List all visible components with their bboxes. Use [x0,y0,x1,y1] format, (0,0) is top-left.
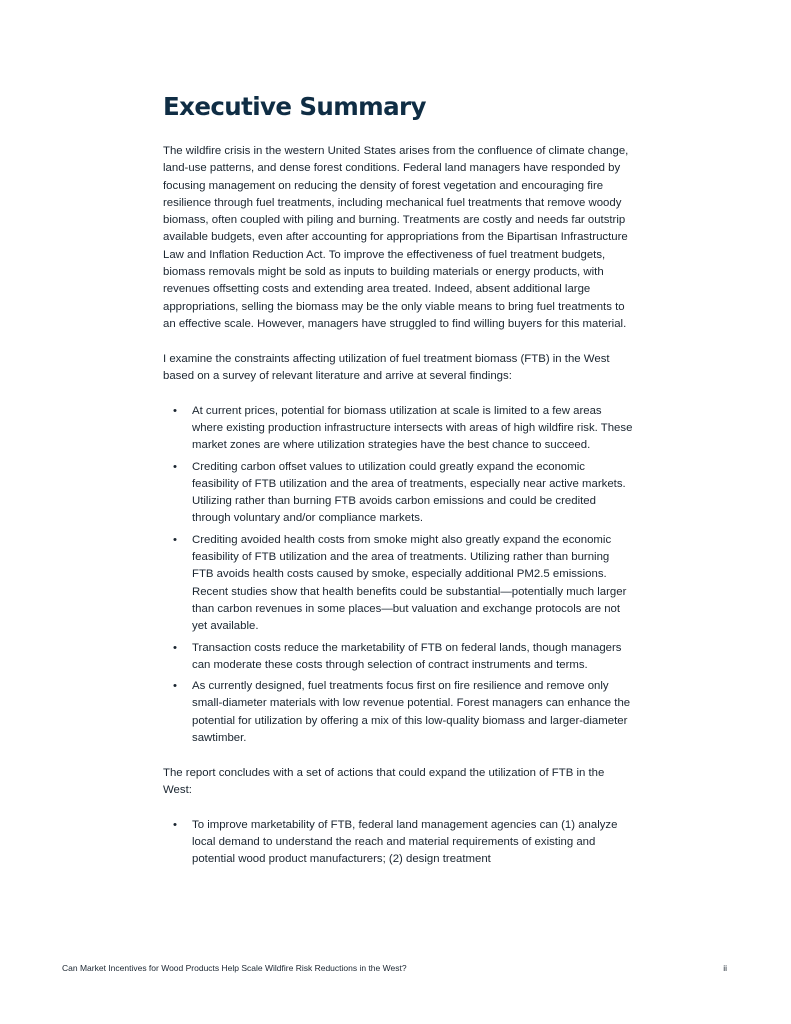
actions-list [163,817,633,869]
document-body [163,143,633,873]
list-item: • Crediting avoided health costs from smoke might also greatly expand the economic feasibility of FTB utilization and the area of treatments. Utilizing rather than burning FTB avoids health costs caused by smoke, especially additional PM2.5 emissions. Recent studies show that health benefits could be substantial—potentially much larger than carbon revenues in some places—but valuation and exchange protocols are not yet available. [192,532,633,636]
page-number: ii [723,963,727,973]
list-item: • As currently designed, fuel treatments focus first on fire resilience and remove only small-diameter materials with low revenue potential. Forest managers can enhance the potential for utilization by offering a mix of this low-quality biomass and larger-diameter sawtimber. [192,678,633,747]
findings-list [163,403,633,748]
actions-lead-paragraph: The report concludes with a set of actions that could expand the utilization of FTB in the West: [163,766,605,796]
page-title: Executive Summary [163,92,426,121]
intro-paragraph: The wildfire crisis in the western United States arises from the confluence of climate change, land-use patterns, and dense forest conditions. Federal land managers have responded by focusing management on reducing the density of forest vegetation and encouraging fire resilience through fuel treatments, including mechanical fuel treatments that remove woody biomass, often coupled with piling and burning. Treatments are costly and needs far outstrip available budgets, even after accounting for appropriations from the Bipartisan Infrastructure Law and Inflation Reduction Act. To improve the effectiveness of fuel treatment budgets, biomass removals might be sold as inputs to building materials or energy products, with revenues offsetting costs and extending area treated. Indeed, absent additional large appropriations, selling the biomass may be the only viable means to bring fuel treatments to an effective scale. However, managers have struggled to find willing buyers for this material. [163,145,629,330]
list-item: • At current prices, potential for biomass utilization at scale is limited to a few areas where existing production infrastructure intersects with areas of high wildfire risk. These market zones are where utilization strategies have the best chance to succeed. [192,403,633,455]
footer-report-title: Can Market Incentives for Wood Products Help Scale Wildfire Risk Reductions in the West? [62,963,407,973]
list-item: • Crediting carbon offset values to utilization could greatly expand the economic feasibility of FTB utilization and the area of treatments, especially near active markets. Utilizing rather than burning FTB avoids carbon emissions and could be credited through voluntary and/or compliance markets. [192,459,633,528]
findings-lead-paragraph: I examine the constraints affecting utilization of fuel treatment biomass (FTB) in the West based on a survey of relevant literature and arrive at several findings: [163,352,610,382]
list-item: • Transaction costs reduce the marketability of FTB on federal lands, though managers can moderate these costs through selection of contract instruments and terms. [192,640,633,675]
list-item: • To improve marketability of FTB, federal land management agencies can (1) analyze local demand to understand the reach and material requirements of existing and potential wood product manufacturers; (2) design treatment [192,817,633,869]
